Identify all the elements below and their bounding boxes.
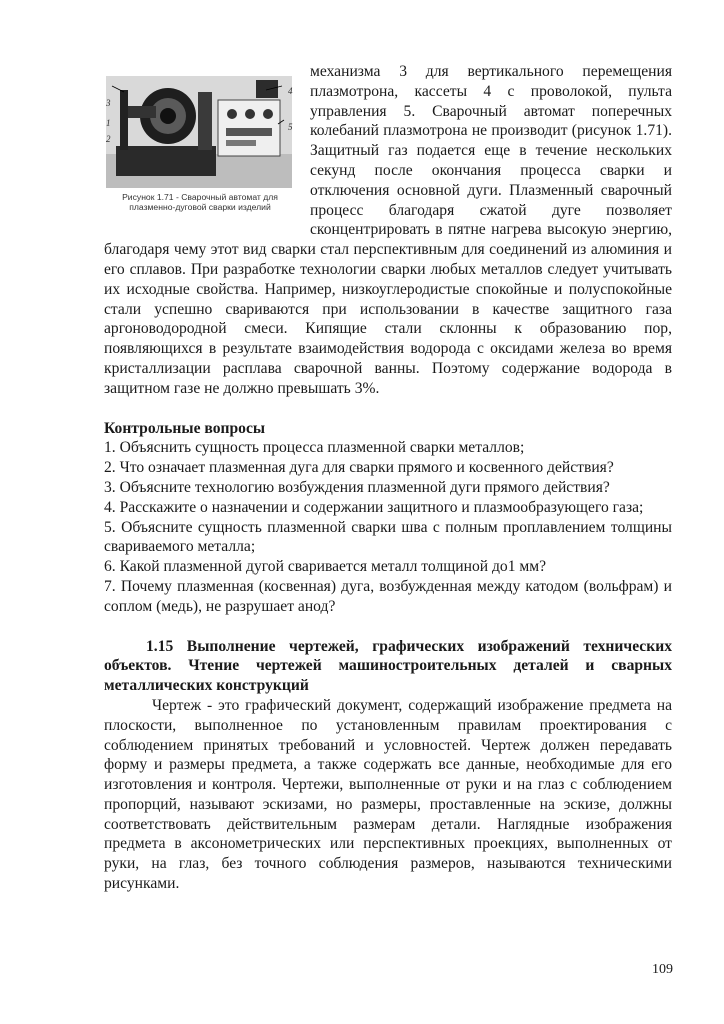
question-item: 7. Почему плазменная (косвенная) дуга, возбужденная между катодом (вольфрам) и соплом (медь), не разрушает анод? [104, 577, 672, 615]
welding-machine-photo [106, 76, 292, 188]
page-content [104, 62, 672, 894]
questions-list [104, 438, 672, 616]
callout-2: 2 [106, 134, 111, 144]
figure-welding-machine [104, 64, 296, 219]
callout-1: 1 [106, 118, 111, 128]
figure-caption: Рисунок 1.71 - Сварочный автомат для плазменно-дуговой сварки изделий [122, 192, 278, 212]
question-item: 5. Объясните сущность плазменной сварки шва с полным проплавлением толщины свариваемого металла; [104, 518, 672, 556]
question-item: 4. Расскажите о назначении и содержании защитного и плазмообразующего газа; [104, 498, 644, 516]
questions-heading: Контрольные вопросы [104, 419, 266, 437]
section-body: Чертеж - это графический документ, содержащий изображение предмета на плоскости, выполненное по установленным правилам проектирования с соблюдением принятых требований и условностей. Чертеж должен передавать форму и размеры предмета, а также содержать все данные, необходимые для его изготовления и контроля. Чертежи, выполненные от руки и на глаз с соблюдением пропорций, называют эскизами, но размеры, проставленные на эскизе, должны соответствовать действительным размерам детали. Наглядные изображения предмета в аксонометрических или перспективных проекциях, выполненных от руки, на глаз, без точного соблюдения размеров, называются техническими рисунками. [104, 696, 672, 893]
intro-paragraph: механизма 3 для вертикального перемещения плазмотрона, кассеты 4 с проволокой, пульта управления 5. Сварочный автомат поперечных колебаний плазмотрона не производит (рисунок 1.71). Защитный газ подается еще в течение нескольких секунд после окончания процесса сварки и отключения основной дуги. Плазменный сварочный процесс благодаря сжатой дуге позволяет сконцентрировать в пятне нагрева высокую энергию, благодаря чему этот вид сварки стал перспективным для соединений из алюминия и его сплавов. При разработке технологии сварки любых металлов следует учитывать их исходные свойства. Например, низкоуглеродистые спокойные и полуспокойные стали успешно свариваются при использовании в качестве защитного газа аргоноводородной смеси. Кипящие стали склонны к образованию пор, появляющихся в результате взаимодействия водорода с оксидами железа во время кристаллизации расплава сварочной ванны. Поэтому содержание водорода в защитном газе не должно превышать 3%. [104, 63, 672, 397]
callout-5: 5 [288, 122, 293, 132]
question-item: 6. Какой плазменной дугой сваривается металл толщиной до1 мм? [104, 558, 547, 576]
welding-machine-illustration [106, 76, 292, 188]
question-item: 3. Объясните технологию возбуждения плазменной дуги прямого действия? [104, 478, 610, 496]
section-title: 1.15 Выполнение чертежей, графических изображений технических объектов. Чтение чертежей машиностроительных деталей и сварных металлических конструкций [104, 637, 672, 695]
callout-4: 4 [288, 86, 293, 96]
question-item: 2. Что означает плазменная дуга для сварки прямого и косвенного действия? [104, 459, 614, 477]
callout-3: 3 [106, 98, 111, 108]
page-number: 109 [652, 962, 673, 977]
question-item: 1. Объяснить сущность процесса плазменной сварки металлов; [104, 439, 525, 457]
